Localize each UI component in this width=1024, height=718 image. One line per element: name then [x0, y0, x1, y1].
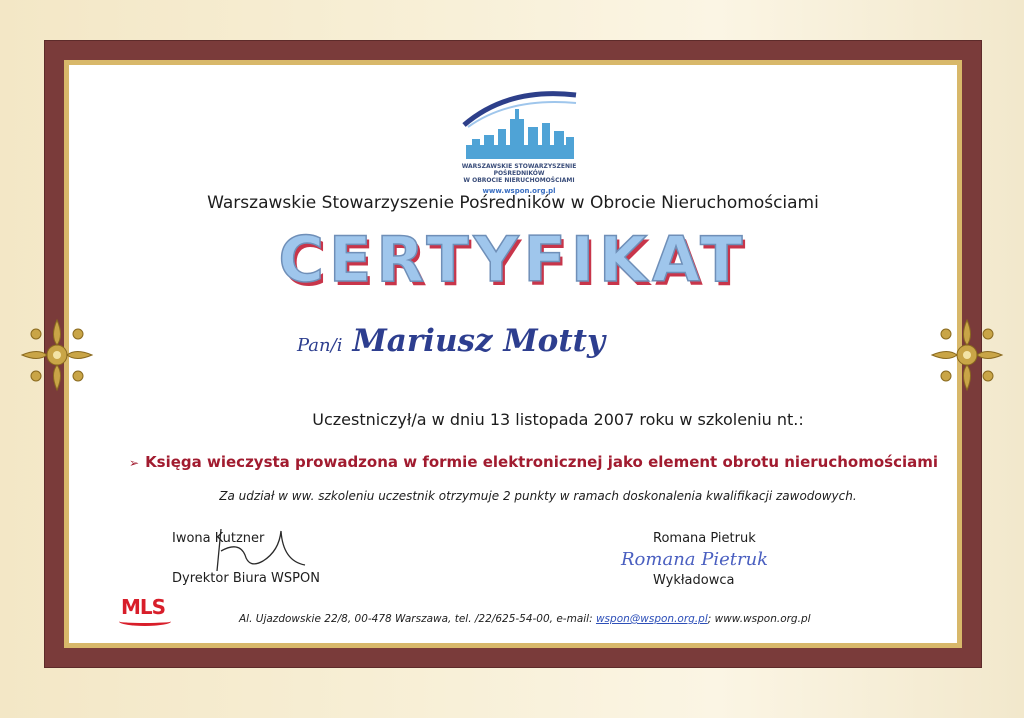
signatory-left-title: Dyrektor Biura WSPON	[172, 571, 320, 586]
gold-frame	[64, 60, 962, 648]
email-link[interactable]: wspon@wspon.org.pl	[595, 613, 708, 625]
mls-swoosh-icon	[119, 617, 171, 626]
logo-line: POŚREDNIKÓW	[493, 170, 545, 177]
certificate-title: CERTYFIKAT	[278, 223, 748, 296]
recipient-name: Mariusz Motty	[352, 323, 605, 359]
mls-logo-text: MLS	[121, 595, 166, 619]
recipient	[297, 323, 605, 359]
ornament-left-icon	[20, 318, 94, 392]
signatory-right-title: Wykładowca	[653, 573, 735, 588]
signatory-right-name: Romana Pietruk	[653, 531, 756, 546]
logo-line: W OBROCIE NIERUCHOMOŚCIAMI	[463, 177, 575, 184]
signatory-left-name: Iwona Kutzner	[172, 531, 265, 546]
recipient-prefix: Pan/i	[297, 335, 343, 356]
logo-url: www.wspon.org.pl	[482, 187, 556, 195]
participation-text: Uczestniczył/a w dniu 13 listopada 2007 roku w szkoleniu nt.:	[312, 410, 804, 429]
mls-logo	[121, 595, 165, 619]
training-topic-text: Księga wieczysta prowadzona w formie elektronicznej jako element obrotu nieruchomościami	[145, 453, 938, 471]
wspon-logo	[458, 89, 580, 195]
points-note: Za udział w ww. szkoleniu uczestnik otrzymuje 2 punkty w ramach doskonalenia kwalifikacji zawodowych.	[219, 489, 857, 503]
address-line	[239, 613, 811, 625]
address-suffix: ; www.wspon.org.pl	[707, 613, 811, 625]
signature-right	[617, 543, 807, 573]
skyline-icon	[458, 89, 580, 161]
outer-frame	[44, 40, 982, 668]
ornament-right-icon	[930, 318, 1004, 392]
certificate-panel	[69, 65, 957, 643]
logo-line: WARSZAWSKIE STOWARZYSZENIE	[461, 163, 577, 170]
training-topic	[129, 453, 938, 471]
address-text: Al. Ujazdowskie 22/8, 00-478 Warszawa, tel. /22/625-54-00, e-mail:	[239, 613, 596, 625]
signature-right-text: Romana Pietruk	[621, 549, 769, 570]
arrow-right-icon: ➢	[129, 456, 140, 470]
organization-name: Warszawskie Stowarzyszenie Pośredników w Obrocie Nieruchomościami	[207, 193, 819, 213]
